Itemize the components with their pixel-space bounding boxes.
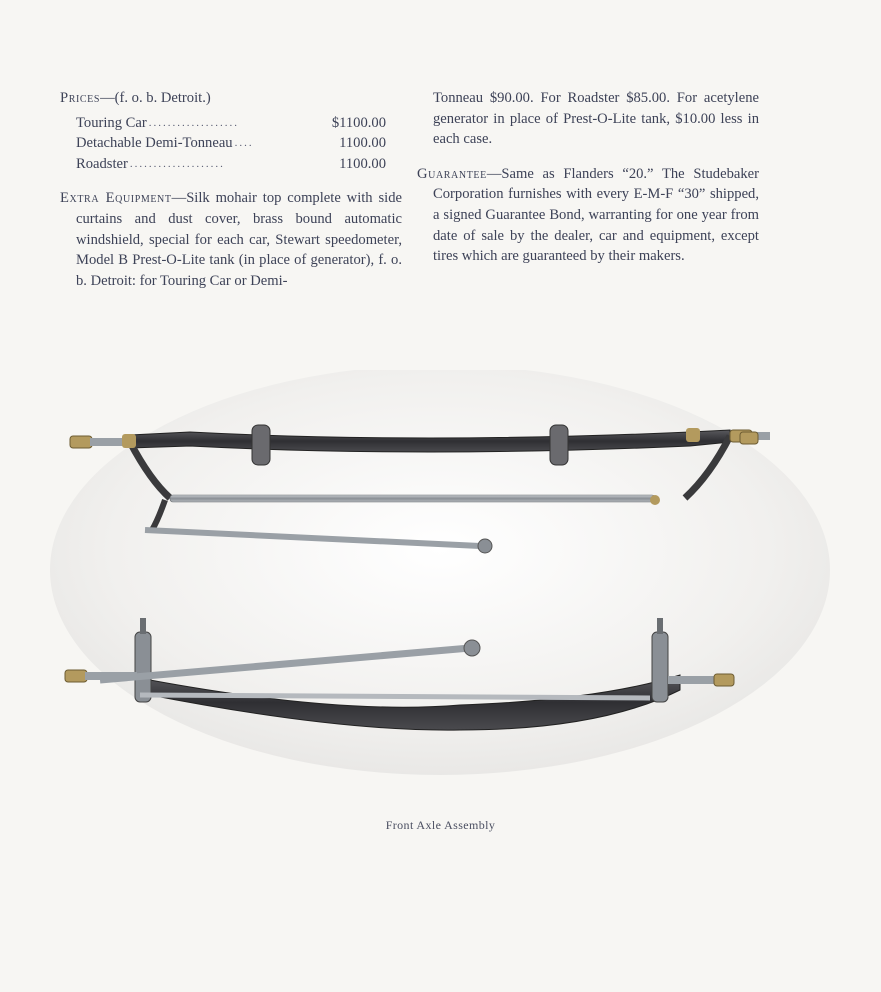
extra-equipment-paragraph <box>60 188 402 291</box>
prices-title-suffix: —(f. o. b. Detroit.) <box>100 90 211 106</box>
left-column <box>60 88 402 291</box>
front-axle-illustration <box>40 370 840 790</box>
extra-equipment-text: —Silk mohair top complete with side curtains and dust cover, brass bound automatic windshield, special for each car, Stewart speedometer, Model B Prest-O-Lite tank (in place of generator), f. o. b. Detroit: for Touring Car or Demi- <box>76 190 402 289</box>
price-leader-dots: .... <box>234 137 254 150</box>
guarantee-paragraph <box>417 164 759 267</box>
extra-equipment-continued: Tonneau $90.00. For Roadster $85.00. For acetylene generator in place of Prest-O-Lite tank, $10.00 less in each case. <box>433 90 759 148</box>
prices-heading <box>60 88 402 109</box>
price-row <box>76 154 386 175</box>
price-table <box>76 113 386 175</box>
price-model-name: Detachable Demi-Tonneau <box>76 135 233 152</box>
extra-equipment-heading: Extra Equipment <box>60 190 172 207</box>
guarantee-heading: Guarantee <box>417 165 487 182</box>
prices-title: Prices <box>60 90 101 106</box>
price-value: $1100.00 <box>331 114 386 131</box>
price-leader-dots: .................... <box>129 157 225 170</box>
price-leader-dots: ................... <box>148 116 239 129</box>
price-model-name: Touring Car <box>76 114 147 131</box>
figure-caption: Front Axle Assembly <box>385 818 496 832</box>
price-value: 1100.00 <box>339 155 386 172</box>
price-value: 1100.00 <box>339 135 386 152</box>
guarantee-text: —Same as Flanders “20.” The Studebaker Corporation furnishes with every E-M-F “30” shipped, a signed Guarantee Bond, warranting for one year from date of sale by the dealer, car and equipment, except tires which are guaranteed by their makers. <box>433 165 759 265</box>
price-row <box>76 133 386 154</box>
right-column <box>417 88 759 267</box>
price-model-name: Roadster <box>76 155 128 172</box>
price-row <box>76 113 386 134</box>
